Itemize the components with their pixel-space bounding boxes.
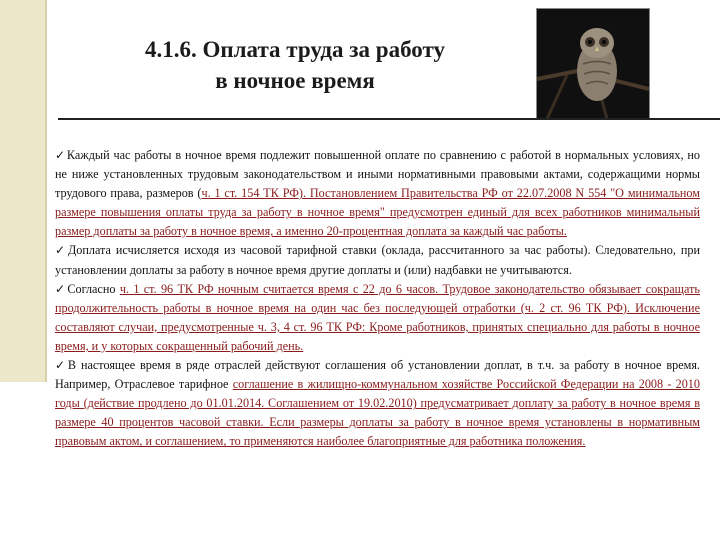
paragraph-4 [55,356,700,451]
title-divider [58,118,720,120]
checkmark-icon: ✓ [55,148,66,162]
title-line-1: 4.1.6. Оплата труда за работу [145,37,445,62]
paragraph-2-text: Доплата исчисляется исходя из часовой тарифной ставки (оклада, рассчитанного за час работы). Следовательно, при установлении доплаты за работу в ночное время другие доплаты и (или) надбавки не учитываются. [55,243,700,277]
paragraph-1-text: Каждый час работы в ночное время подлежит повышенной оплате по сравнению с работой в нормальных условиях, но не ниже установленных трудовым законодательством и иными нормативными правовыми актами, содержащими нормы трудового права, размеров ( [55,148,701,201]
owl-image-icon [537,9,649,119]
paragraph-3-text: Согласно [67,281,120,296]
checkmark-icon: ✓ [55,281,67,296]
paragraph-3 [55,280,700,356]
body-text [55,146,700,452]
law-reference-link[interactable]: ч. 1 ст. 96 ТК РФ ночным считается время с 22 до 6 часов. Трудовое законодательство обязывает сокращать продолжительность работы в ночное время на один час без последующей отработки (ч. 2 ст. 96 ТК РФ). Исключение составляют случаи, предусмотренные ч. 3, 4 ст. 96 ТК РФ: Кроме работников, принятых специально для работы в ночное время, и у которых сокращенный рабочий день. [55,281,700,353]
paragraph-2 [55,241,700,279]
agreement-link[interactable]: соглашение в жилищно-коммунальном хозяйстве Российской Федерации на 2008 - 2010 годы (действие продлено до 01.01.2014. Соглашением от 19.02.2010) предусматривает доплату за работу в ночное время в размере 40 процентов часовой ставки. Если размеры доплаты за работу в ночное время установлены в нормативным правовым актом, и соглашением, то применяются наиболее благоприятные для работника положения. [55,377,700,449]
left-accent-line [45,0,47,382]
checkmark-icon: ✓ [55,243,67,258]
left-accent-bar [0,0,45,382]
paragraph-4-text: В настоящее время в ряде отраслей действуют соглашения об установлении доплат, в т.ч. за работу в ночное время. Например, Отраслевое тарифное [55,358,700,392]
slide-title [60,34,530,96]
owl-photo [536,8,650,120]
law-reference-link[interactable]: ч. 1 ст. 154 ТК РФ). Постановлением Правительства РФ от 22.07.2008 N 554 "О минимальном размере повышения оплаты труда за работу в ночное время" предусмотрен единый для всех работников минимальный размер доплаты за работу в ночное время, а именно 20-процентная доплата за каждый час работы. [55,186,700,239]
paragraph-1 [55,146,700,241]
title-line-2: в ночное время [215,68,375,93]
checkmark-icon: ✓ [55,358,67,373]
